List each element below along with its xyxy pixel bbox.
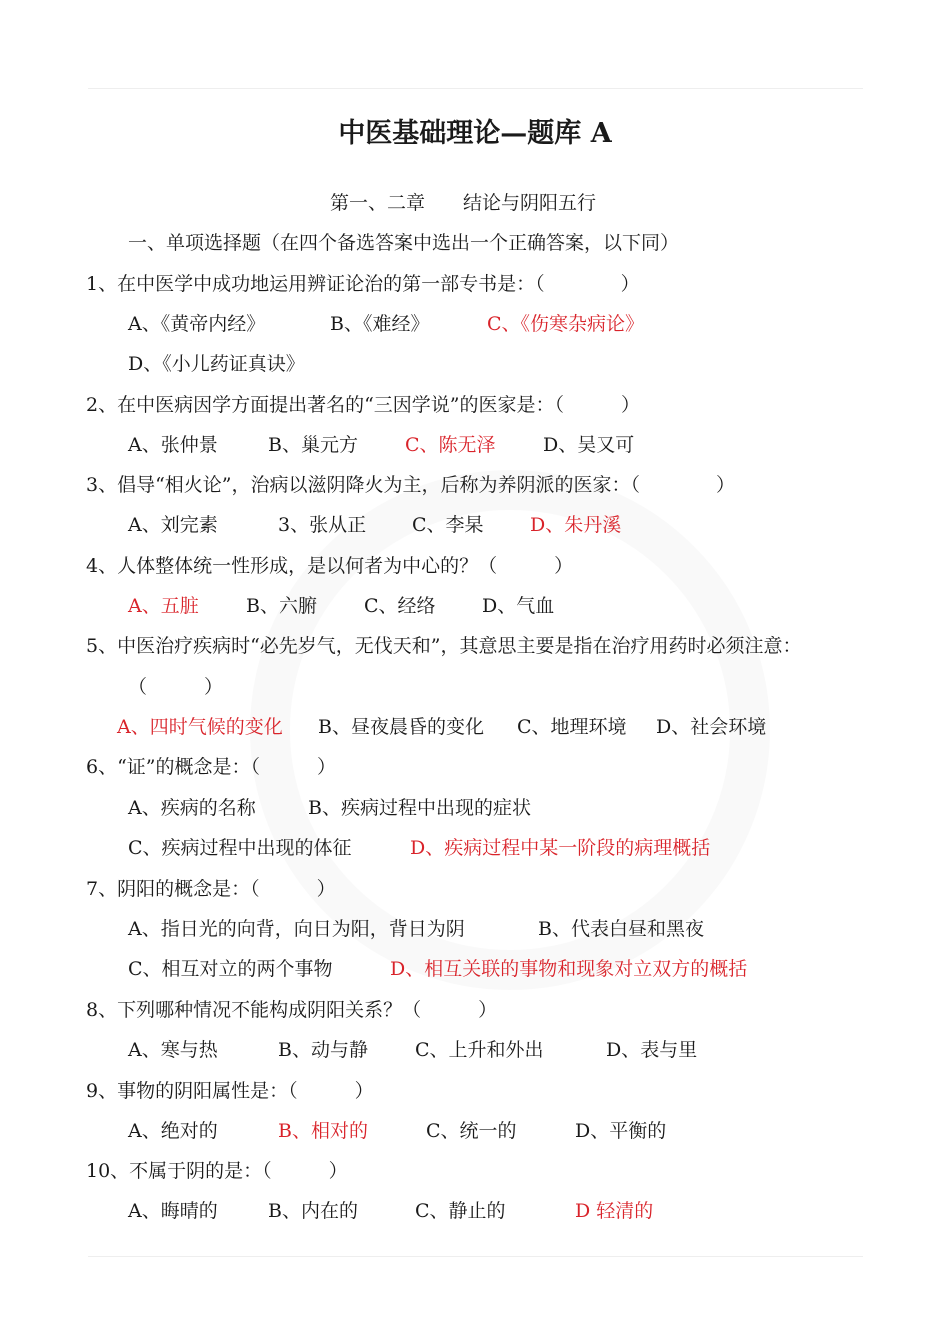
question-3-option-d-answer: D、朱丹溪	[530, 514, 622, 536]
question-2-option-b: B、巢元方	[268, 434, 358, 456]
question-4-option-b: B、六腑	[246, 595, 317, 617]
question-10-stem: 10、不属于阴的是：（ ）	[86, 1160, 348, 1182]
question-5-stem-blank: （ ）	[128, 676, 224, 698]
question-6-option-b: B、疾病过程中出现的症状	[308, 797, 531, 819]
question-9-option-c: C、统一的	[426, 1120, 517, 1142]
question-9-option-a: A、绝对的	[128, 1120, 218, 1142]
question-8-option-d: D、表与里	[606, 1039, 698, 1061]
question-7-stem: 7、阴阳的概念是：（ ）	[86, 878, 336, 900]
question-5-option-d: D、社会环境	[656, 716, 767, 738]
question-3-stem: 3、倡导“相火论”，治病以滋阴降火为主，后称为养阴派的医家：（ ）	[86, 474, 736, 496]
question-2-option-a: A、张仲景	[128, 434, 218, 456]
question-9-option-b-answer: B、相对的	[278, 1120, 368, 1142]
question-10-option-a: A、晦晴的	[128, 1200, 218, 1222]
question-2-stem: 2、在中医病因学方面提出著名的“三因学说”的医家是：（ ）	[86, 394, 641, 416]
question-10-option-c: C、静止的	[415, 1200, 506, 1222]
question-9-stem: 9、事物的阴阳属性是：（ ）	[86, 1080, 374, 1102]
chapter-heading: 第一、二章 结论与阴阳五行	[330, 192, 597, 214]
question-6-stem: 6、“证”的概念是：（ ）	[86, 756, 337, 778]
question-4-option-c: C、经络	[364, 595, 436, 617]
question-1-stem: 1、在中医学中成功地运用辨证论治的第一部专书是：（ ）	[86, 273, 640, 295]
question-1-option-a: A、《黄帝内经》	[128, 313, 266, 335]
question-2-option-c-answer: C、陈无泽	[405, 434, 496, 456]
question-4-stem: 4、人体整体统一性形成，是以何者为中心的？（ ）	[86, 555, 574, 577]
question-6-option-d-answer: D、疾病过程中某一阶段的病理概括	[410, 837, 711, 859]
document-title: 中医基础理论—题库 A	[338, 118, 612, 149]
question-7-option-a: A、指日光的向背，向日为阳，背日为阴	[128, 918, 465, 940]
question-1-option-c-answer: C、《伤寒杂病论》	[487, 313, 645, 335]
question-5-stem: 5、中医治疗疾病时“必先岁气，无伐天和”，其意思主要是指在治疗用药时必须注意：	[86, 635, 802, 657]
question-5-option-b: B、昼夜晨昏的变化	[318, 716, 484, 738]
bottom-rule	[88, 1256, 863, 1257]
question-10-option-b: B、内在的	[268, 1200, 358, 1222]
question-8-stem: 8、下列哪种情况不能构成阴阳关系？（ ）	[86, 999, 498, 1021]
question-8-option-c: C、上升和外出	[415, 1039, 544, 1061]
question-4-option-d: D、气血	[482, 595, 555, 617]
question-5-option-c: C、地理环境	[517, 716, 627, 738]
question-3-option-b: 3、张从正	[278, 514, 367, 536]
question-6-option-a: A、疾病的名称	[128, 797, 256, 819]
question-7-option-c: C、相互对立的两个事物	[128, 958, 333, 980]
top-rule	[88, 88, 863, 89]
question-5-option-a-answer: A、四时气候的变化	[117, 716, 283, 738]
question-3-option-c: C、李杲	[412, 514, 484, 536]
question-1-option-d: D、《小儿药证真诀》	[128, 353, 305, 375]
question-8-option-a: A、寒与热	[128, 1039, 218, 1061]
question-1-option-b: B、《难经》	[330, 313, 430, 335]
section-heading: 一、单项选择题（在四个备选答案中选出一个正确答案，以下同）	[128, 232, 680, 254]
question-3-option-a: A、刘完素	[128, 514, 218, 536]
question-7-option-b: B、代表白昼和黑夜	[538, 918, 704, 940]
question-2-option-d: D、吴又可	[543, 434, 635, 456]
question-4-option-a-answer: A、五脏	[128, 595, 199, 617]
question-6-option-c: C、疾病过程中出现的体征	[128, 837, 352, 859]
question-8-option-b: B、动与静	[278, 1039, 368, 1061]
question-10-option-d-answer: D 轻清的	[575, 1200, 654, 1222]
question-9-option-d: D、平衡的	[575, 1120, 667, 1142]
question-7-option-d-answer: D、相互关联的事物和现象对立双方的概括	[390, 958, 748, 980]
